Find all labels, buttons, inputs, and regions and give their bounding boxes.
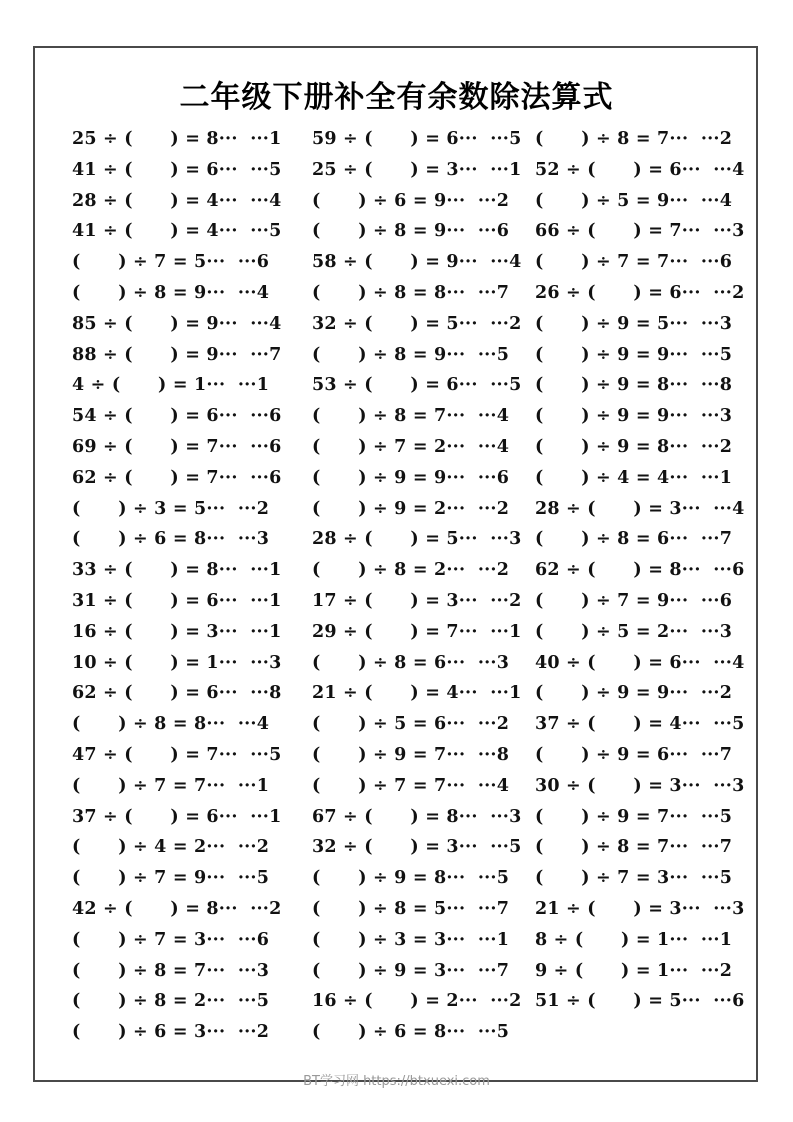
equation-item: 30 ÷ ( ) = 3··· ···3 (535, 775, 745, 796)
equation-item: 25 ÷ ( ) = 3··· ···1 (312, 159, 522, 180)
equation-item: ( ) ÷ 7 = 9··· ···6 (535, 590, 733, 611)
equation-item: 47 ÷ ( ) = 7··· ···5 (72, 744, 282, 765)
equation-item: 31 ÷ ( ) = 6··· ···1 (72, 590, 282, 611)
equation-item: 41 ÷ ( ) = 4··· ···5 (72, 221, 282, 242)
equation-item: 21 ÷ ( ) = 4··· ···1 (312, 683, 522, 704)
equation-item: 85 ÷ ( ) = 9··· ···4 (72, 313, 282, 334)
equation-item: ( ) ÷ 8 = 6··· ···7 (535, 529, 733, 550)
equation-column-1 (72, 124, 302, 1048)
equation-item: ( ) ÷ 4 = 4··· ···1 (535, 467, 733, 488)
equation-item: ( ) ÷ 7 = 3··· ···5 (535, 868, 733, 889)
equation-item: ( ) ÷ 8 = 6··· ···3 (312, 652, 510, 673)
equation-item: ( ) ÷ 7 = 7··· ···4 (312, 775, 510, 796)
equation-item: 58 ÷ ( ) = 9··· ···4 (312, 252, 522, 273)
equation-item: ( ) ÷ 9 = 3··· ···7 (312, 960, 510, 981)
equation-item: ( ) ÷ 5 = 6··· ···2 (312, 714, 510, 735)
equation-item: 32 ÷ ( ) = 3··· ···5 (312, 837, 522, 858)
equation-item: 66 ÷ ( ) = 7··· ···3 (535, 221, 745, 242)
equation-item: 25 ÷ ( ) = 8··· ···1 (72, 129, 282, 149)
equation-item: ( ) ÷ 8 = 5··· ···7 (312, 898, 510, 919)
equation-column-2 (312, 124, 542, 1048)
site-watermark: BT学习网 https://btxuexi.com (303, 1074, 490, 1089)
equation-item: ( ) ÷ 7 = 7··· ···6 (535, 252, 733, 273)
equation-item: 52 ÷ ( ) = 6··· ···4 (535, 159, 745, 180)
equation-item: 33 ÷ ( ) = 8··· ···1 (72, 560, 282, 581)
equation-item: 37 ÷ ( ) = 6··· ···1 (72, 806, 282, 827)
equation-item: 62 ÷ ( ) = 6··· ···8 (72, 683, 282, 704)
equation-item: ( ) ÷ 9 = 8··· ···2 (535, 436, 733, 457)
equation-item: ( ) ÷ 5 = 9··· ···4 (535, 190, 733, 211)
equation-item: ( ) ÷ 9 = 9··· ···5 (535, 344, 733, 365)
equation-item: 29 ÷ ( ) = 7··· ···1 (312, 621, 522, 642)
equation-item: ( ) ÷ 8 = 9··· ···6 (312, 221, 510, 242)
equation-item: ( ) ÷ 8 = 7··· ···2 (535, 129, 733, 149)
equation-item: 28 ÷ ( ) = 4··· ···4 (72, 190, 282, 211)
equation-item: 59 ÷ ( ) = 6··· ···5 (312, 129, 522, 149)
equation-item: 10 ÷ ( ) = 1··· ···3 (72, 652, 282, 673)
equation-item: ( ) ÷ 8 = 9··· ···4 (72, 282, 270, 303)
equation-item: ( ) ÷ 9 = 9··· ···6 (312, 467, 510, 488)
equation-item: ( ) ÷ 9 = 7··· ···5 (535, 806, 733, 827)
equation-item: ( ) ÷ 8 = 8··· ···7 (312, 282, 510, 303)
equation-item: 9 ÷ ( ) = 1··· ···2 (535, 960, 733, 981)
equation-item: 28 ÷ ( ) = 3··· ···4 (535, 498, 745, 519)
equation-item: 67 ÷ ( ) = 8··· ···3 (312, 806, 522, 827)
equation-item: ( ) ÷ 5 = 2··· ···3 (535, 621, 733, 642)
equation-item: 16 ÷ ( ) = 3··· ···1 (72, 621, 282, 642)
equation-item: 28 ÷ ( ) = 5··· ···3 (312, 529, 522, 550)
equation-item: ( ) ÷ 9 = 9··· ···3 (535, 406, 733, 427)
equation-item: ( ) ÷ 7 = 9··· ···5 (72, 868, 270, 889)
equation-item: ( ) ÷ 8 = 2··· ···5 (72, 991, 270, 1012)
equation-item: 41 ÷ ( ) = 6··· ···5 (72, 159, 282, 180)
equation-item: ( ) ÷ 9 = 8··· ···5 (312, 868, 510, 889)
equation-item: ( ) ÷ 7 = 7··· ···1 (72, 775, 270, 796)
equation-item: 26 ÷ ( ) = 6··· ···2 (535, 282, 745, 303)
equation-item: ( ) ÷ 6 = 8··· ···3 (72, 529, 270, 550)
equation-item: 62 ÷ ( ) = 8··· ···6 (535, 560, 745, 581)
equation-item: 51 ÷ ( ) = 5··· ···6 (535, 991, 745, 1012)
equation-item: 53 ÷ ( ) = 6··· ···5 (312, 375, 522, 396)
equation-item: ( ) ÷ 7 = 5··· ···6 (72, 252, 270, 273)
equation-column-3 (535, 124, 765, 1017)
equation-item: 88 ÷ ( ) = 9··· ···7 (72, 344, 282, 365)
equation-item: ( ) ÷ 9 = 2··· ···2 (312, 498, 510, 519)
equation-item: 42 ÷ ( ) = 8··· ···2 (72, 898, 282, 919)
equation-item: ( ) ÷ 9 = 6··· ···7 (535, 744, 733, 765)
equation-item: ( ) ÷ 3 = 3··· ···1 (312, 929, 510, 950)
equation-item: ( ) ÷ 8 = 7··· ···4 (312, 406, 510, 427)
equation-item: 17 ÷ ( ) = 3··· ···2 (312, 590, 522, 611)
equation-item: 69 ÷ ( ) = 7··· ···6 (72, 436, 282, 457)
equation-item: ( ) ÷ 4 = 2··· ···2 (72, 837, 270, 858)
equation-item: 62 ÷ ( ) = 7··· ···6 (72, 467, 282, 488)
equation-item: ( ) ÷ 6 = 3··· ···2 (72, 1022, 270, 1043)
worksheet-title: 二年级下册补全有余数除法算式 (179, 80, 614, 115)
equation-item: ( ) ÷ 9 = 9··· ···2 (535, 683, 733, 704)
equation-item: ( ) ÷ 3 = 5··· ···2 (72, 498, 270, 519)
equation-item: ( ) ÷ 7 = 2··· ···4 (312, 436, 510, 457)
equation-item: 21 ÷ ( ) = 3··· ···3 (535, 898, 745, 919)
equation-item: 8 ÷ ( ) = 1··· ···1 (535, 929, 733, 950)
equation-item: 16 ÷ ( ) = 2··· ···2 (312, 991, 522, 1012)
equation-item: 37 ÷ ( ) = 4··· ···5 (535, 714, 745, 735)
equation-item: ( ) ÷ 8 = 9··· ···5 (312, 344, 510, 365)
equation-item: ( ) ÷ 8 = 7··· ···7 (535, 837, 733, 858)
equation-item: ( ) ÷ 6 = 9··· ···2 (312, 190, 510, 211)
equation-item: 32 ÷ ( ) = 5··· ···2 (312, 313, 522, 334)
equation-item: ( ) ÷ 9 = 5··· ···3 (535, 313, 733, 334)
equation-item: ( ) ÷ 8 = 7··· ···3 (72, 960, 270, 981)
equation-item: 4 ÷ ( ) = 1··· ···1 (72, 375, 270, 396)
equation-item: ( ) ÷ 8 = 2··· ···2 (312, 560, 510, 581)
equation-item: 40 ÷ ( ) = 6··· ···4 (535, 652, 745, 673)
equation-item: ( ) ÷ 6 = 8··· ···5 (312, 1022, 510, 1043)
equation-item: ( ) ÷ 7 = 3··· ···6 (72, 929, 270, 950)
equation-item: ( ) ÷ 8 = 8··· ···4 (72, 714, 270, 735)
equation-item: ( ) ÷ 9 = 7··· ···8 (312, 744, 510, 765)
equation-item: 54 ÷ ( ) = 6··· ···6 (72, 406, 282, 427)
equation-item: ( ) ÷ 9 = 8··· ···8 (535, 375, 733, 396)
